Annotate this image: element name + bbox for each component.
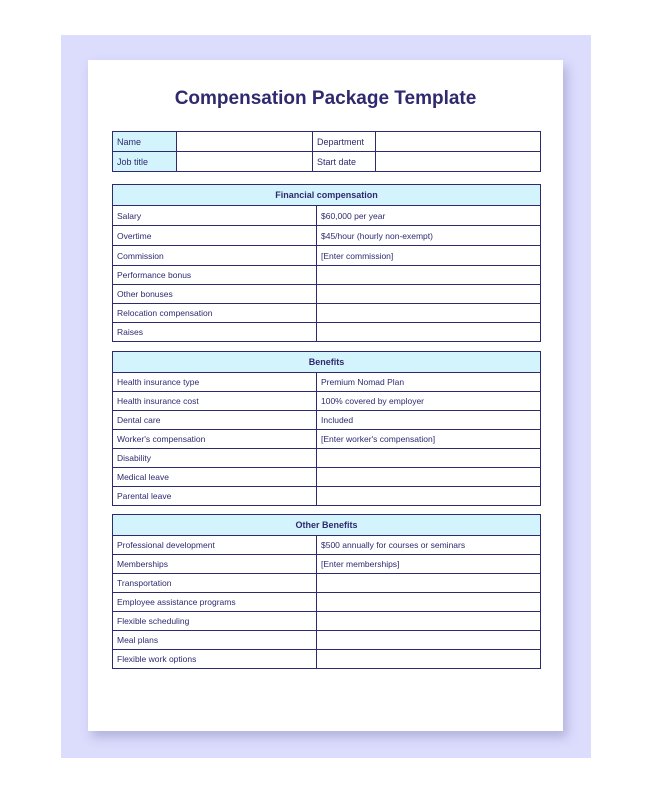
- table-row: [113, 304, 541, 323]
- financial-compensation-table: [112, 184, 541, 342]
- row-label: Meal plans: [113, 631, 317, 650]
- benefits-table: [112, 351, 541, 506]
- document-page: [88, 60, 563, 731]
- row-label: Disability: [113, 449, 317, 468]
- row-value[interactable]: [317, 631, 541, 650]
- row-value[interactable]: [317, 468, 541, 487]
- row-value[interactable]: [317, 593, 541, 612]
- table-row: [113, 323, 541, 342]
- row-label: Employee assistance programs: [113, 593, 317, 612]
- row-label: Overtime: [113, 226, 317, 246]
- row-label: Memberships: [113, 555, 317, 574]
- row-value[interactable]: [317, 449, 541, 468]
- row-label: Commission: [113, 246, 317, 266]
- benefits-heading: Benefits: [113, 352, 541, 373]
- job-title-field[interactable]: [177, 152, 313, 172]
- row-label: Parental leave: [113, 487, 317, 506]
- row-value[interactable]: [Enter memberships]: [317, 555, 541, 574]
- row-label: Transportation: [113, 574, 317, 593]
- name-field[interactable]: [177, 132, 313, 152]
- financial-heading: Financial compensation: [113, 185, 541, 206]
- row-value[interactable]: $500 annually for courses or seminars: [317, 536, 541, 555]
- row-value[interactable]: [317, 487, 541, 506]
- table-row: [113, 373, 541, 392]
- row-value[interactable]: [317, 574, 541, 593]
- start-date-field[interactable]: [376, 152, 541, 172]
- department-label: Department: [313, 132, 376, 152]
- table-row: [113, 631, 541, 650]
- table-row: [113, 574, 541, 593]
- table-row: [113, 612, 541, 631]
- info-row: [113, 132, 541, 152]
- row-label: Flexible scheduling: [113, 612, 317, 631]
- row-label: Medical leave: [113, 468, 317, 487]
- table-row: [113, 449, 541, 468]
- row-label: Health insurance type: [113, 373, 317, 392]
- row-label: Health insurance cost: [113, 392, 317, 411]
- row-value[interactable]: [317, 612, 541, 631]
- start-date-label: Start date: [313, 152, 376, 172]
- row-label: Other bonuses: [113, 285, 317, 304]
- row-label: Performance bonus: [113, 266, 317, 285]
- job-title-label: Job title: [113, 152, 177, 172]
- row-label: Relocation compensation: [113, 304, 317, 323]
- name-label: Name: [113, 132, 177, 152]
- row-value[interactable]: [317, 266, 541, 285]
- row-label: Dental care: [113, 411, 317, 430]
- row-value[interactable]: [317, 323, 541, 342]
- row-value[interactable]: [Enter commission]: [317, 246, 541, 266]
- row-value[interactable]: Included: [317, 411, 541, 430]
- row-value[interactable]: 100% covered by employer: [317, 392, 541, 411]
- employee-info-table: [112, 131, 541, 172]
- row-value[interactable]: $45/hour (hourly non-exempt): [317, 226, 541, 246]
- table-row: [113, 536, 541, 555]
- table-row: [113, 206, 541, 226]
- table-row: [113, 430, 541, 449]
- row-value[interactable]: [Enter worker's compensation]: [317, 430, 541, 449]
- document-title: Compensation Package Template: [174, 88, 477, 109]
- row-value[interactable]: [317, 304, 541, 323]
- other-benefits-heading: Other Benefits: [113, 515, 541, 536]
- row-value[interactable]: $60,000 per year: [317, 206, 541, 226]
- department-field[interactable]: [376, 132, 541, 152]
- table-row: [113, 392, 541, 411]
- table-row: [113, 266, 541, 285]
- row-label: Worker's compensation: [113, 430, 317, 449]
- row-label: Raises: [113, 323, 317, 342]
- row-label: Professional development: [113, 536, 317, 555]
- table-row: [113, 411, 541, 430]
- row-value[interactable]: [317, 650, 541, 669]
- table-row: [113, 650, 541, 669]
- row-label: Flexible work options: [113, 650, 317, 669]
- table-row: [113, 555, 541, 574]
- table-row: [113, 285, 541, 304]
- table-row: [113, 487, 541, 506]
- table-row: [113, 226, 541, 246]
- other-benefits-table: [112, 514, 541, 669]
- table-row: [113, 246, 541, 266]
- row-value[interactable]: [317, 285, 541, 304]
- row-label: Salary: [113, 206, 317, 226]
- table-row: [113, 468, 541, 487]
- row-value[interactable]: Premium Nomad Plan: [317, 373, 541, 392]
- table-row: [113, 593, 541, 612]
- info-row: [113, 152, 541, 172]
